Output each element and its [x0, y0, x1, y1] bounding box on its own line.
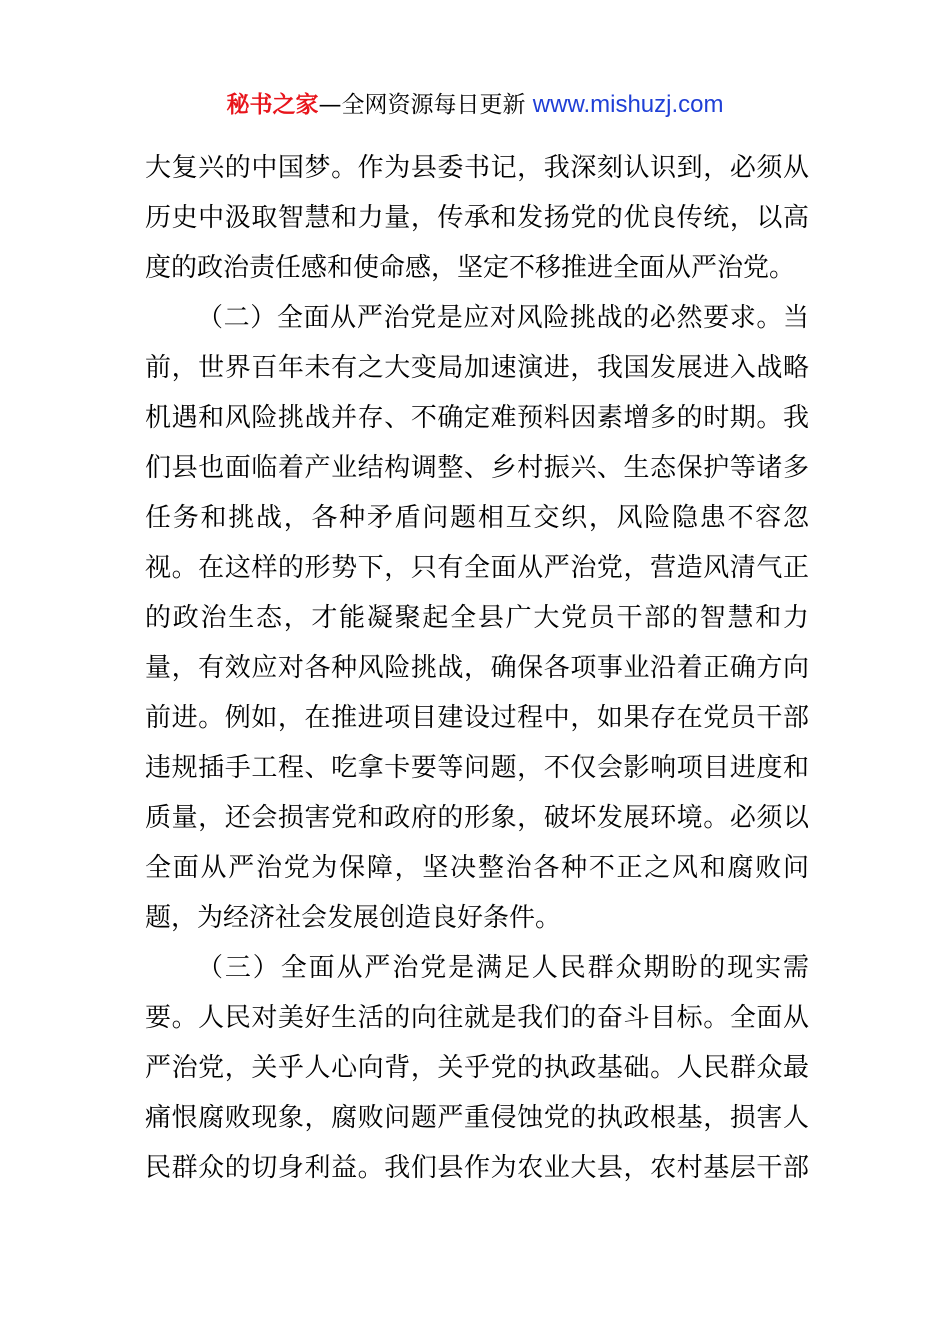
text-line: 任务和挑战，各种矛盾问题相互交织，风险隐患不容忽: [145, 503, 809, 533]
page-header: [0, 88, 950, 122]
text-line: 要。人民对美好生活的向往就是我们的奋斗目标。全面从: [145, 1003, 809, 1033]
section-heading-line: （二）全面从严治党是应对风险挑战的必然要求。当: [197, 303, 809, 333]
text-line: 们县也面临着产业结构调整、乡村振兴、生态保护等诸多: [145, 453, 809, 483]
text-line: 全面从严治党为保障，坚决整治各种不正之风和腐败问: [145, 853, 809, 883]
section-heading-line: （三）全面从严治党是满足人民群众期盼的现实需: [197, 953, 809, 983]
header-tagline: —全网资源每日更新: [318, 92, 526, 118]
text-line: 历史中汲取智慧和力量，传承和发扬党的优良传统，以高: [145, 203, 809, 233]
header-brand: 秘书之家: [226, 92, 319, 118]
text-line: 视。在这样的形势下，只有全面从严治党，营造风清气正: [145, 553, 809, 583]
text-line: 的政治生态，才能凝聚起全县广大党员干部的智慧和力: [145, 603, 809, 633]
text-line: 违规插手工程、吃拿卡要等问题，不仅会影响项目进度和: [145, 753, 809, 783]
text-line: 前进。例如，在推进项目建设过程中，如果存在党员干部: [145, 703, 809, 733]
header-site-link[interactable]: www.mishuzj.com: [532, 91, 724, 118]
text-line: 民群众的切身利益。我们县作为农业大县，农村基层干部: [145, 1153, 809, 1183]
text-line: 严治党，关乎人心向背，关乎党的执政基础。人民群众最: [145, 1053, 809, 1083]
text-line: 痛恨腐败现象，腐败问题严重侵蚀党的执政根基，损害人: [145, 1103, 809, 1133]
text-line: 题，为经济社会发展创造良好条件。: [145, 903, 562, 933]
text-line: 机遇和风险挑战并存、不确定难预料因素增多的时期。我: [145, 403, 809, 433]
text-line: 质量，还会损害党和政府的形象，破坏发展环境。必须以: [145, 803, 809, 833]
document-body: [145, 143, 809, 1193]
text-line: 度的政治责任感和使命感，坚定不移推进全面从严治党。: [145, 253, 796, 283]
text-line: 大复兴的中国梦。作为县委书记，我深刻认识到，必须从: [145, 153, 809, 183]
text-line: 量，有效应对各种风险挑战，确保各项事业沿着正确方向: [145, 653, 809, 683]
text-line: 前，世界百年未有之大变局加速演进，我国发展进入战略: [145, 353, 809, 383]
